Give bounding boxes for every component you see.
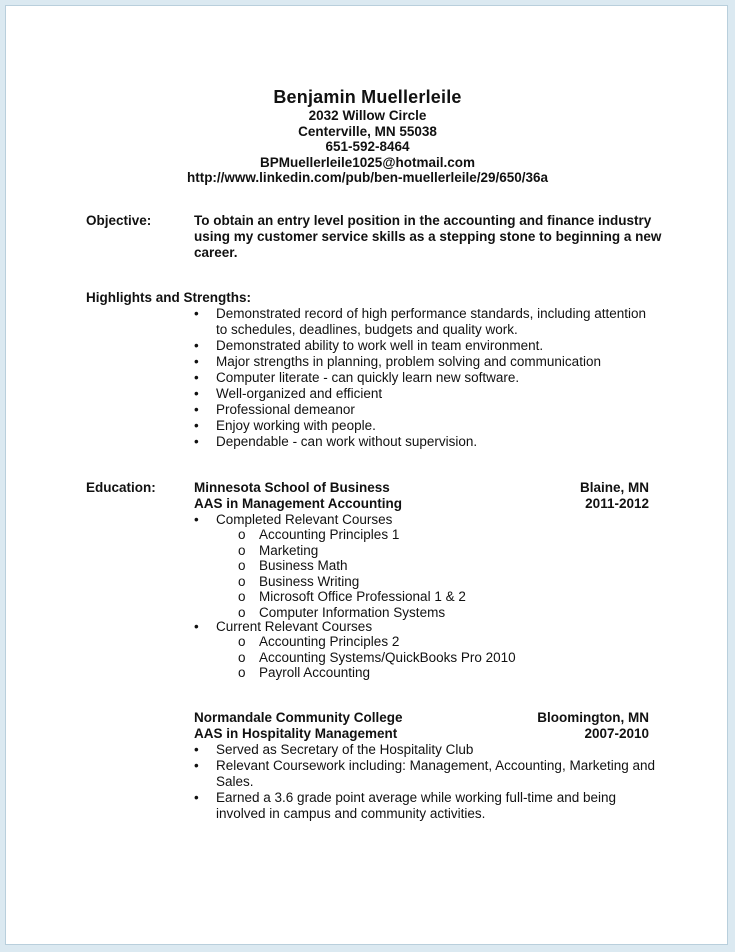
bullet-icon: • [194,402,199,417]
circle-bullet-icon: o [238,573,246,589]
school-name: Minnesota School of Business [194,480,390,495]
highlight-text: Computer literate - can quickly learn new software. [216,370,520,385]
linkedin-url: http://www.linkedin.com/pub/ben-muellerleile/29/650/36a [186,170,549,185]
completed-courses-header [194,512,646,528]
bullet-icon: • [194,338,199,353]
bullet-icon: • [194,306,199,321]
list-item [238,634,516,650]
objective-label: Objective: [86,213,152,228]
list-item [194,758,656,790]
list-item [194,742,656,758]
bullet-icon: • [194,758,199,773]
education-label: Education: [86,480,156,495]
course-name: Accounting Principles 1 [259,527,400,542]
list-item [194,790,656,822]
list-item [194,434,656,450]
bullet-icon: • [194,434,199,449]
list-item [194,418,656,434]
list-item [194,370,656,386]
item-text: Served as Secretary of the Hospitality Club [216,742,474,757]
list-item [194,354,656,370]
list-item [238,542,466,559]
highlight-text: Demonstrated record of high performance standards, including attention to schedules, deadlines, budgets and quality work. [216,306,646,337]
bullet-icon: • [194,512,199,527]
item-text: Relevant Coursework including: Management, Accounting, Marketing and Sales. [216,758,655,789]
bullet-icon: • [194,619,199,634]
course-name: Marketing [259,542,319,558]
resume-header [0,86,735,186]
degree-dates: 2011-2012 [585,495,649,511]
phone-number: 651-592-8464 [325,139,410,154]
bullet-icon: • [194,790,199,805]
circle-bullet-icon: o [238,634,246,649]
current-courses-header [194,619,646,635]
bullet-icon: • [194,370,199,385]
circle-bullet-icon: o [238,665,246,680]
completed-courses-list [238,527,466,620]
degree-name: AAS in Hospitality Management [194,725,398,741]
school-location: Bloomington, MN [537,710,649,725]
course-name: Accounting Principles 2 [259,634,400,649]
degree-dates: 2007-2010 [584,725,649,741]
highlights-label: Highlights and Strengths: [86,290,251,305]
highlights-list [194,306,656,450]
current-courses-label: Current Relevant Courses [216,619,373,634]
highlight-text: Well-organized and efficient [216,386,383,401]
highlight-text: Dependable - can work without supervision. [216,434,478,449]
circle-bullet-icon: o [238,527,246,542]
school-name: Normandale Community College [194,710,403,725]
bullet-icon: • [194,418,199,433]
list-item [238,665,516,681]
highlight-text: Professional demeanor [216,402,355,417]
list-item [194,338,656,354]
course-name: Business Math [259,558,348,573]
highlight-text: Enjoy working with people. [216,418,376,433]
highlight-text: Demonstrated ability to work well in team environment. [216,338,544,353]
school-header [194,710,649,741]
list-item [238,573,466,590]
list-item [238,589,466,605]
completed-courses-label: Completed Relevant Courses [216,512,393,527]
list-item [194,386,656,402]
course-name: Accounting Systems/QuickBooks Pro 2010 [259,649,516,665]
bullet-icon: • [194,742,199,757]
street-address: 2032 Willow Circle [308,108,427,123]
bullet-icon: • [194,354,199,369]
course-name: Computer Information Systems [259,604,446,620]
list-item [238,527,466,543]
course-name: Microsoft Office Professional 1 & 2 [259,589,466,604]
list-item [194,402,656,418]
list-item [194,306,656,338]
list-item [194,619,646,635]
applicant-name: Benjamin Muellerleile [273,87,462,107]
degree-name: AAS in Management Accounting [194,495,403,511]
course-name: Payroll Accounting [259,665,371,680]
list-item [238,604,466,621]
school-header [194,480,649,511]
circle-bullet-icon: o [238,604,246,620]
normandale-list [194,742,656,822]
school-location: Blaine, MN [579,480,649,495]
circle-bullet-icon: o [238,589,246,604]
list-item [238,649,516,666]
objective-text: To obtain an entry level position in the accounting and finance industry using my customer service skills as a stepping stone to beginning a new career. [194,213,662,260]
bullet-icon: • [194,386,199,401]
list-item [194,512,646,528]
course-name: Business Writing [259,573,360,589]
circle-bullet-icon: o [238,558,246,573]
item-text: Earned a 3.6 grade point average while working full-time and being involved in campus and community activities. [216,790,616,821]
circle-bullet-icon: o [238,649,246,665]
highlight-text: Major strengths in planning, problem solving and communication [216,354,601,369]
email-address: BPMuellerleile1025@hotmail.com [260,154,475,170]
circle-bullet-icon: o [238,542,246,558]
list-item [238,558,466,574]
city-state-zip: Centerville, MN 55038 [298,123,437,139]
current-courses-list [238,634,516,681]
